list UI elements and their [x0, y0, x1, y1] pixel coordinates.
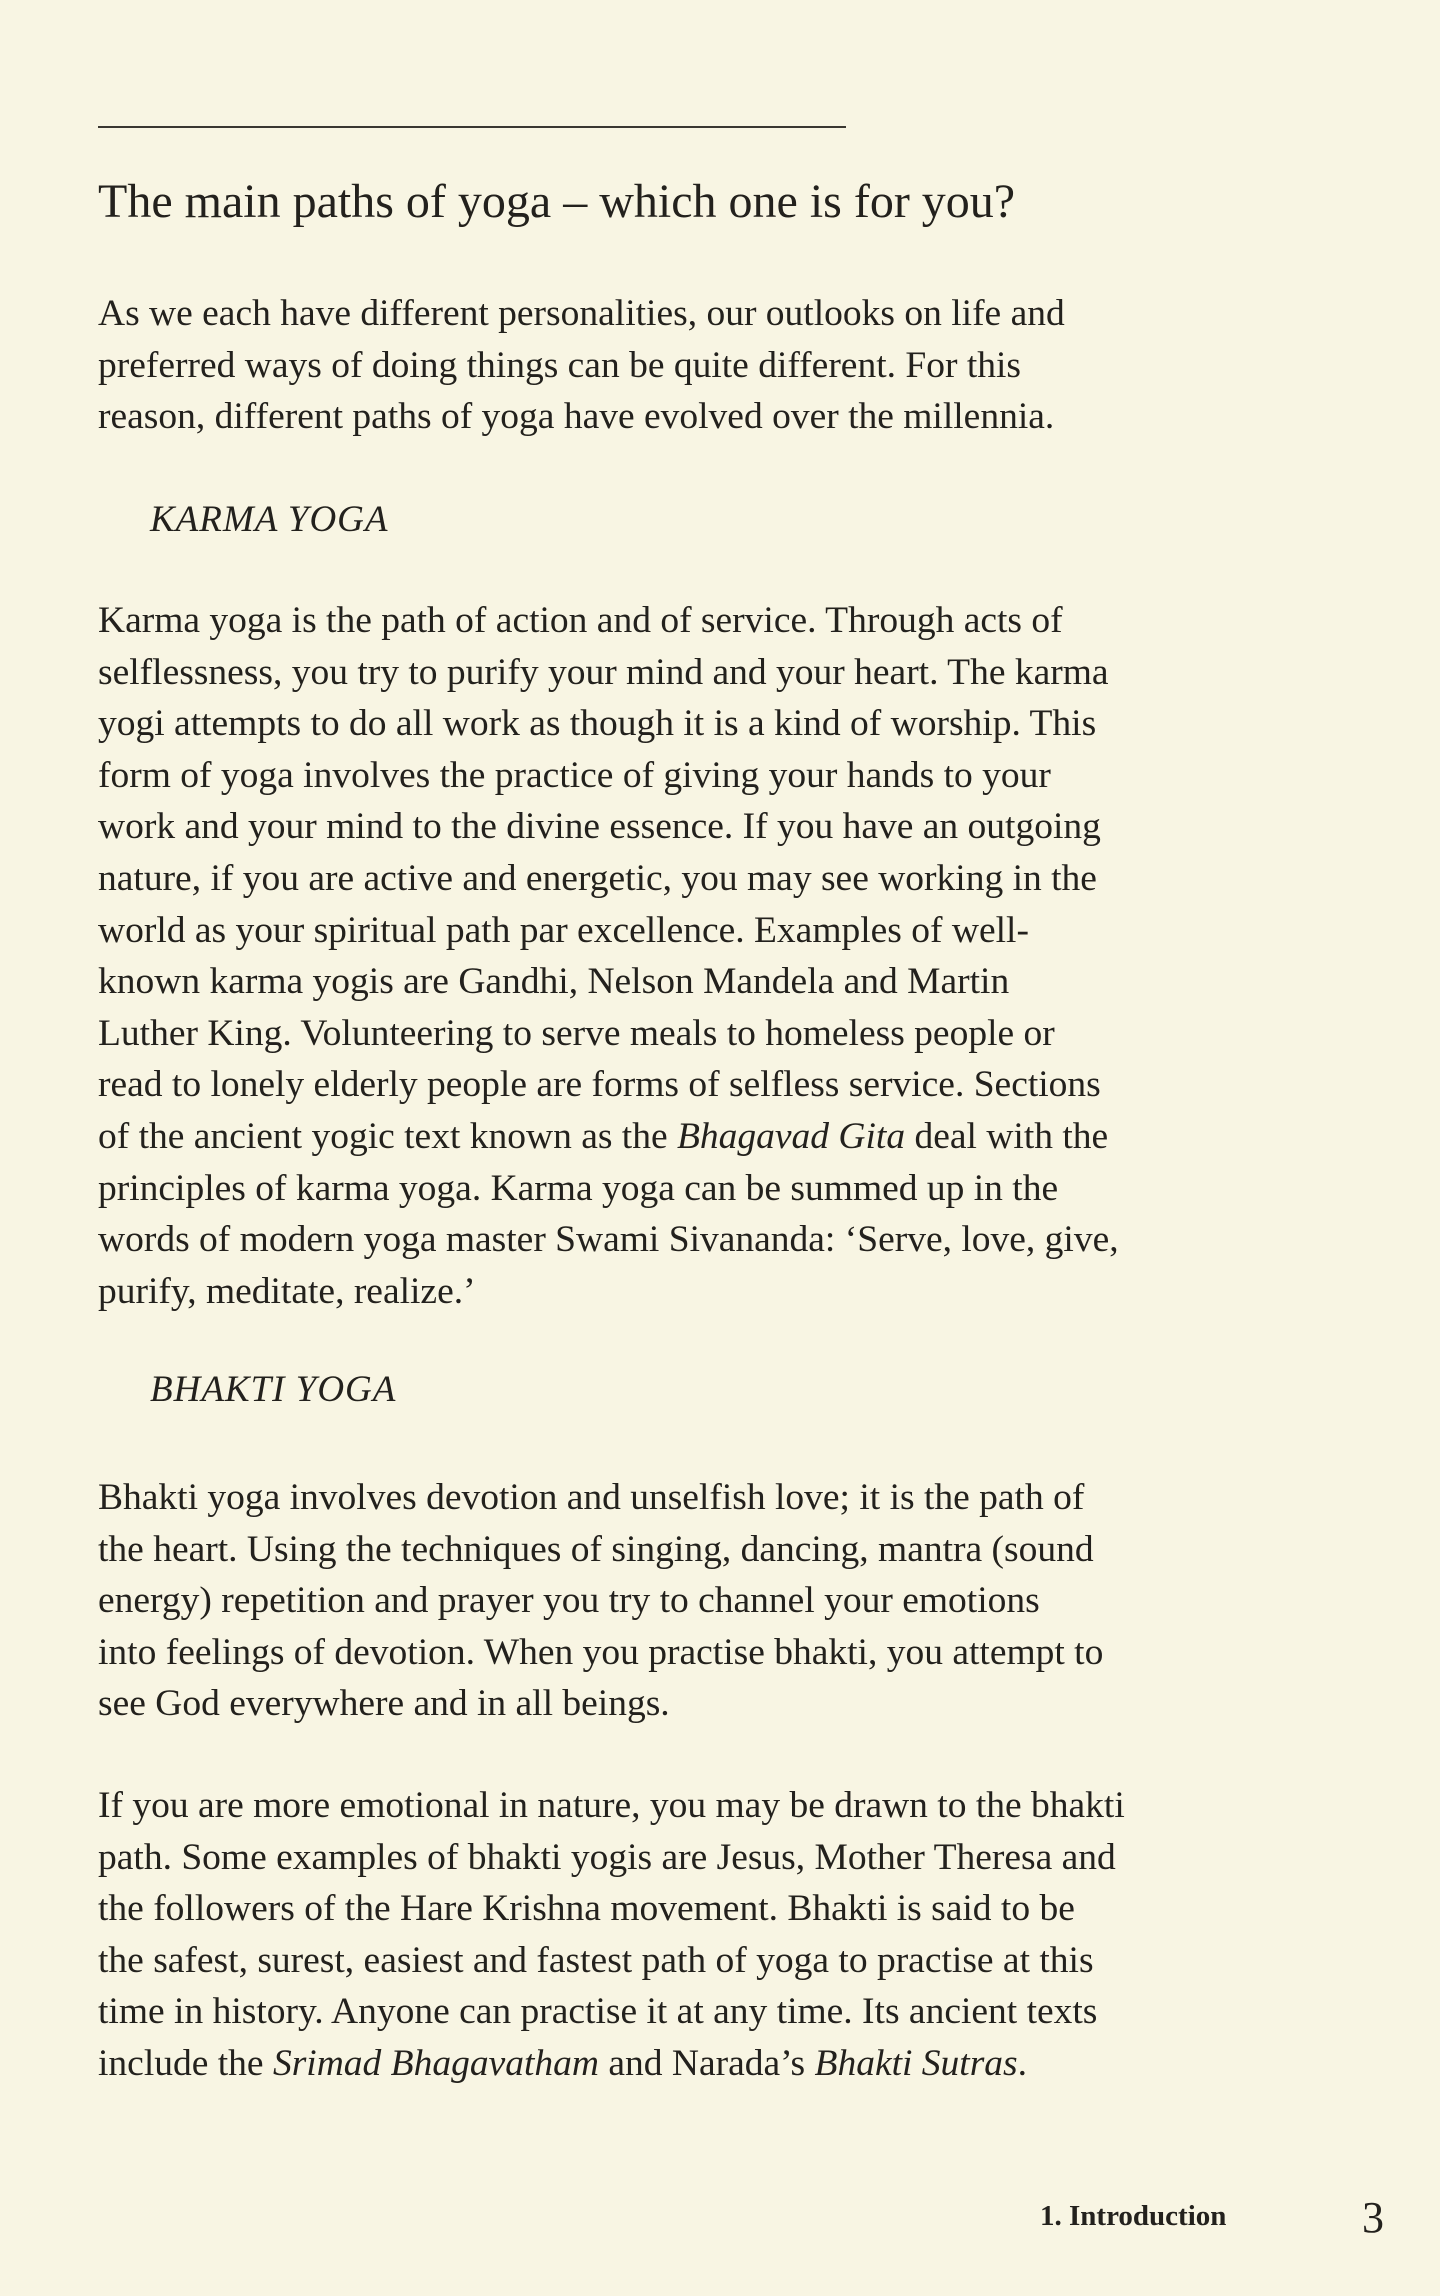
text-line: If you are more emotional in nature, you may be drawn to the bhakti: [98, 1785, 1125, 1826]
text-line: path. Some examples of bhakti yogis are Jesus, Mother Theresa and: [98, 1836, 1116, 1878]
bhakti-yoga-heading: BHAKTI YOGA: [150, 1369, 397, 1410]
text-line: see God everywhere and in all beings.: [98, 1683, 670, 1725]
page-number: 3: [1362, 2193, 1384, 2242]
text-line: yogi attempts to do all work as though it is a kind of worship. This: [98, 703, 1097, 745]
text-line: work and your mind to the divine essence. If you have an outgoing: [98, 806, 1101, 848]
text-line: the safest, surest, easiest and fastest path of yoga to practise at this: [98, 1939, 1094, 1981]
text-segment: .: [1017, 2042, 1028, 2084]
text-line: into feelings of devotion. When you practise bhakti, you attempt to: [98, 1631, 1104, 1673]
running-footer-section: 1. Introduction: [1040, 2200, 1227, 2232]
page-title: The main paths of yoga – which one is for you?: [98, 175, 1016, 228]
text-line: purify, meditate, realize.’: [98, 1270, 476, 1312]
book-title-bhagavad-gita: Bhagavad Gita: [677, 1115, 906, 1157]
text-line: Karma yoga is the path of action and of service. Through acts of: [98, 600, 1063, 641]
text-line: principles of karma yoga. Karma yoga can be summed up in the: [98, 1167, 1059, 1209]
text-line: words of modern yoga master Swami Sivananda: ‘Serve, love, give,: [98, 1219, 1119, 1261]
text-line: [98, 1111, 1119, 1163]
text-line: read to lonely elderly people are forms of selfless service. Sections: [98, 1064, 1101, 1106]
book-title-bhakti-sutras: Bhakti Sutras: [814, 2042, 1018, 2084]
text-line: Luther King. Volunteering to serve meals to homeless people or: [98, 1012, 1055, 1054]
text-line: Bhakti yoga involves devotion and unselfish love; it is the path of: [98, 1477, 1085, 1518]
text-line: energy) repetition and prayer you try to channel your emotions: [98, 1580, 1040, 1622]
text-line: selflessness, you try to purify your mind and your heart. The karma: [98, 651, 1109, 693]
text-line: the heart. Using the techniques of singing, dancing, mantra (sound: [98, 1528, 1094, 1570]
text-line: [98, 2038, 1125, 2090]
text-segment: of the ancient yogic text known as the: [98, 1115, 677, 1157]
karma-yoga-heading: KARMA YOGA: [150, 499, 389, 540]
text-segment: deal with the: [905, 1115, 1109, 1157]
text-segment: include the: [98, 2042, 273, 2084]
bhakti-yoga-paragraph-2: [98, 1780, 1125, 2090]
text-line: the followers of the Hare Krishna movement. Bhakti is said to be: [98, 1888, 1075, 1930]
text-line: nature, if you are active and energetic, you may see working in the: [98, 857, 1097, 899]
text-line: known karma yogis are Gandhi, Nelson Mandela and Martin: [98, 961, 1010, 1003]
text-line: world as your spiritual path par excellence. Examples of well-: [98, 909, 1029, 951]
text-line: time in history. Anyone can practise it at any time. Its ancient texts: [98, 1991, 1098, 2033]
text-line: reason, different paths of yoga have evolved over the millennia.: [98, 396, 1055, 438]
text-segment: and Narada’s: [598, 2042, 815, 2084]
text-line: preferred ways of doing things can be quite different. For this: [98, 344, 1022, 386]
book-title-srimad-bhagavatham: Srimad Bhagavatham: [272, 2042, 599, 2084]
top-rule: [98, 126, 846, 128]
text-line: As we each have different personalities, our outlooks on life and: [98, 293, 1065, 334]
text-line: form of yoga involves the practice of giving your hands to your: [98, 754, 1051, 796]
karma-yoga-paragraph: [98, 595, 1119, 1317]
bhakti-yoga-paragraph-1: [98, 1472, 1103, 1730]
intro-paragraph: [98, 288, 1065, 443]
